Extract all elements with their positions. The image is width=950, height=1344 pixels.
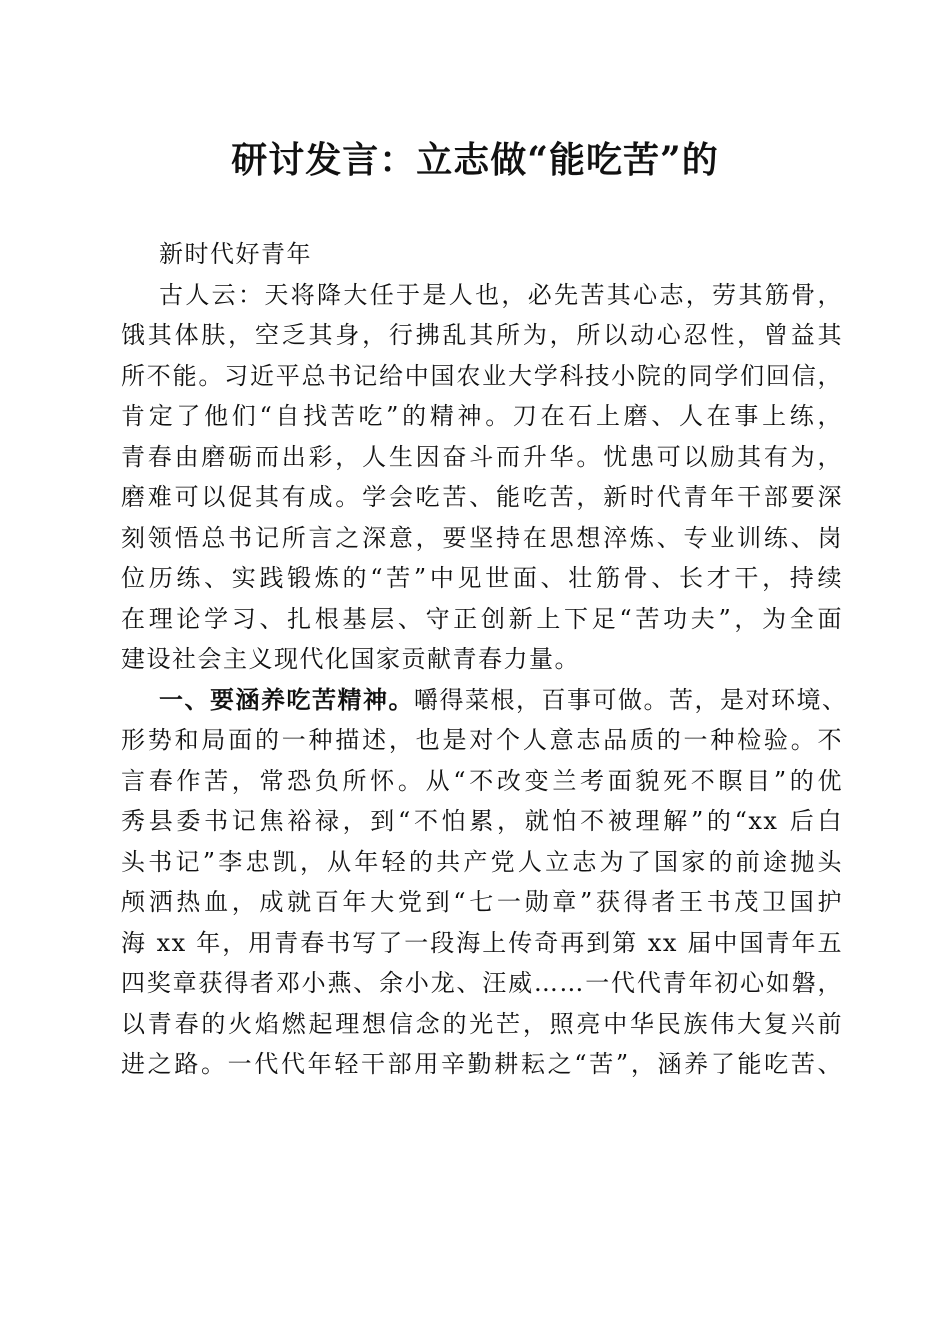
text-line: 所不能。习近平总书记给中国农业大学科技小院的同学们回信， — [121, 361, 843, 390]
text-line: 海 xx 年，用青春书写了一段海上传奇再到第 xx 届中国青年五 — [121, 928, 843, 957]
text-line: 青春由磨砺而出彩，人生因奋斗而升华。忧患可以励其有为， — [121, 442, 843, 471]
document-title: 研讨发言：立志做“能吃苦”的 — [231, 139, 719, 181]
section-1-first-line-text: 嚼得菜根，百事可做。苦，是对环境、 — [414, 685, 848, 714]
text-line: 言春作苦，常恐负所怀。从“不改变兰考面貌死不瞑目”的优 — [121, 766, 843, 795]
text-line: 饿其体肤，空乏其身，行拂乱其所为，所以动心忍性，曾益其 — [121, 321, 843, 349]
text-line: 进之路。一代代年轻干部用辛勤耕耘之“苦”，涵养了能吃苦、 — [121, 1050, 843, 1078]
author-line: 新时代好青年 — [159, 240, 312, 268]
section-1 — [121, 680, 848, 1085]
text-line: 位历练、实践锻炼的“苦”中见世面、壮筋骨、长才干，持续 — [121, 564, 843, 592]
document-body — [121, 234, 848, 1085]
text-line: 颅洒热血，成就百年大党到“七一勋章”获得者王书茂卫国护 — [121, 888, 843, 916]
text-line: 刻领悟总书记所言之深意，要坚持在思想淬炼、专业训练、岗 — [121, 523, 843, 552]
section-1-first-line — [121, 680, 848, 721]
text-line: 古人云：天将降大任于是人也，必先苦其心志，劳其筋骨， — [159, 280, 843, 309]
text-line: 头书记”李忠凯，从年轻的共产党人立志为了国家的前途抛头 — [121, 847, 843, 876]
text-line: 磨难可以促其有成。学会吃苦、能吃苦，新时代青年干部要深 — [121, 483, 843, 511]
section-1-heading: 一、要涵养吃苦精神。 — [159, 685, 414, 714]
text-line: 肯定了他们“自找苦吃”的精神。刀在石上磨、人在事上练， — [121, 402, 843, 430]
paragraph-intro — [121, 275, 843, 680]
text-line: 形势和局面的一种描述，也是对个人意志品质的一种检验。不 — [121, 726, 843, 754]
text-line: 在理论学习、扎根基层、守正创新上下足“苦功夫”，为全面 — [121, 604, 843, 633]
text-line: 秀县委书记焦裕禄，到“不怕累，就怕不被理解”的“xx 后白 — [121, 807, 843, 835]
text-line: 以青春的火焰燃起理想信念的光芒，照亮中华民族伟大复兴前 — [121, 1009, 843, 1038]
text-line: 建设社会主义现代化国家贡献青春力量。 — [121, 645, 580, 673]
text-line: 四奖章获得者邓小燕、余小龙、汪威……一代代青年初心如磐， — [121, 969, 843, 997]
